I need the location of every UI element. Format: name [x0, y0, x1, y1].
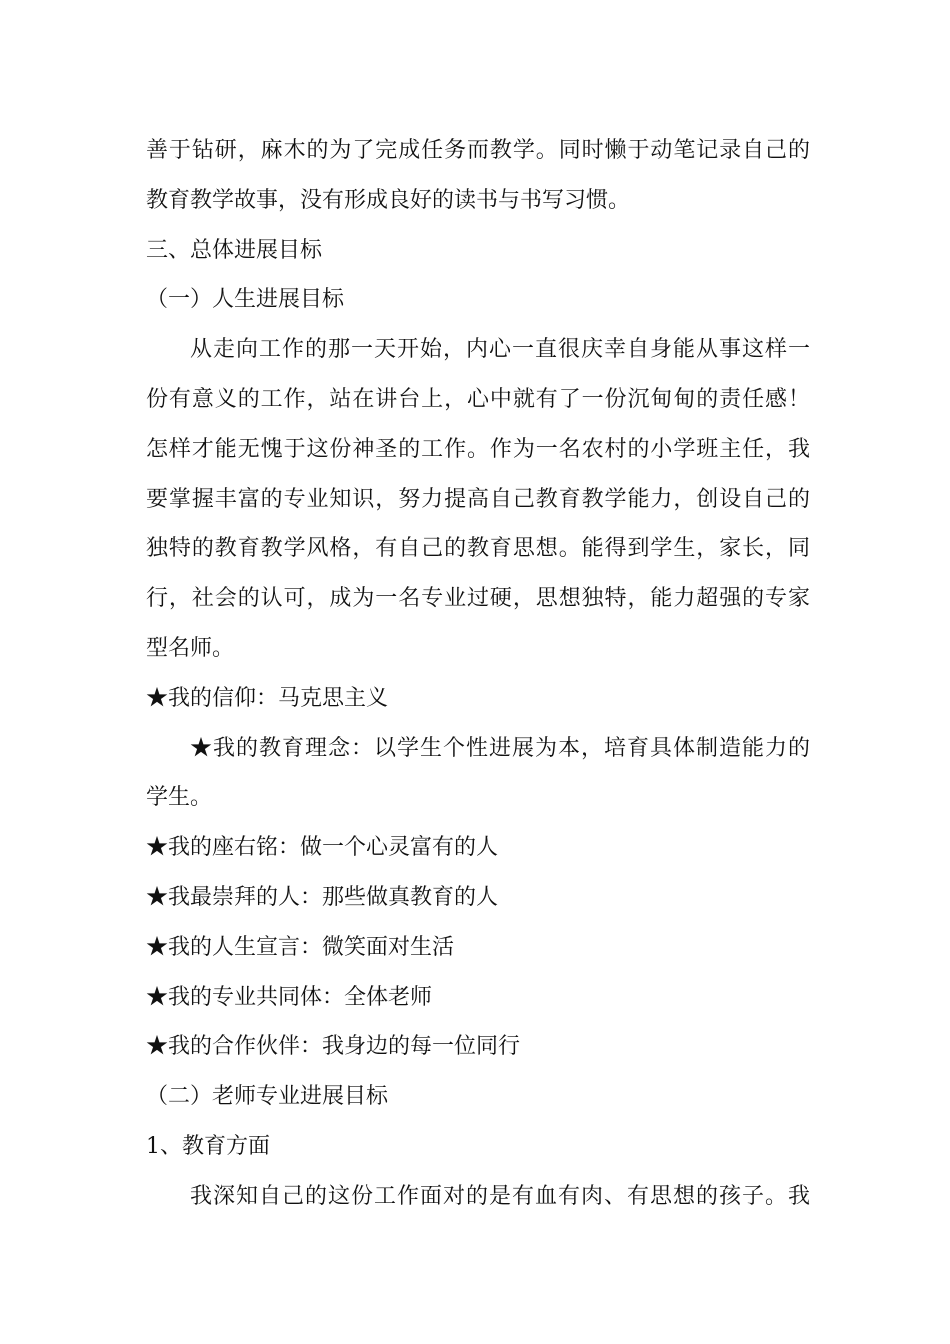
star-item-belief: ★我的信仰：马克思主义 — [146, 685, 389, 711]
star-item-partner: ★我的合作伙伴：我身边的每一位同行 — [146, 1034, 521, 1060]
text-line: 份有意义的工作，站在讲台上，心中就有了一份沉甸甸的责任感！ — [146, 386, 810, 412]
text-line: 怎样才能无愧于这份神圣的工作。作为一名农村的小学班主任，我 — [146, 436, 810, 462]
subsection-heading-professional-goals: （二）老师专业进展目标 — [146, 1084, 389, 1110]
text-line: 独特的教育教学风格，有自己的教育思想。能得到学生，家长，同 — [146, 536, 810, 562]
text-line: 行，社会的认可，成为一名专业过硬，思想独特，能力超强的专家 — [146, 586, 810, 612]
text-line: 我深知自己的这份工作面对的是有血有肉、有思想的孩子。我 — [190, 1183, 810, 1209]
text-line: 善于钻研，麻木的为了完成任务而教学。同时懒于动笔记录自己的 — [146, 138, 810, 163]
star-item-declaration: ★我的人生宣言：微笑面对生活 — [146, 934, 455, 960]
text-line: 学生。 — [146, 785, 213, 811]
paragraph-work-attitude — [146, 126, 810, 226]
item-heading-education: 1、教育方面 — [146, 1133, 270, 1159]
star-item-community: ★我的专业共同体：全体老师 — [146, 984, 433, 1010]
text-line: 从走向工作的那一天开始，内心一直很庆幸自身能从事这样一 — [190, 337, 810, 363]
section-heading-overall-goals: 三、总体进展目标 — [146, 237, 323, 263]
text-line: 教育教学故事，没有形成良好的读书与书写习惯。 — [146, 187, 631, 213]
document-body — [146, 126, 810, 1222]
star-item-philosophy — [146, 724, 810, 824]
star-item-admire: ★我最崇拜的人：那些做真教育的人 — [146, 884, 499, 910]
paragraph-life-goals — [146, 325, 810, 674]
text-line: 要掌握丰富的专业知识，努力提高自己教育教学能力，创设自己的 — [146, 486, 810, 512]
text-line: 型名师。 — [146, 635, 235, 661]
subsection-heading-life-goals: （一）人生进展目标 — [146, 287, 345, 313]
paragraph-education — [146, 1172, 810, 1222]
text-line: ★我的教育理念：以学生个性进展为本，培育具体制造能力的 — [190, 735, 810, 761]
star-item-motto: ★我的座右铭：做一个心灵富有的人 — [146, 835, 499, 861]
